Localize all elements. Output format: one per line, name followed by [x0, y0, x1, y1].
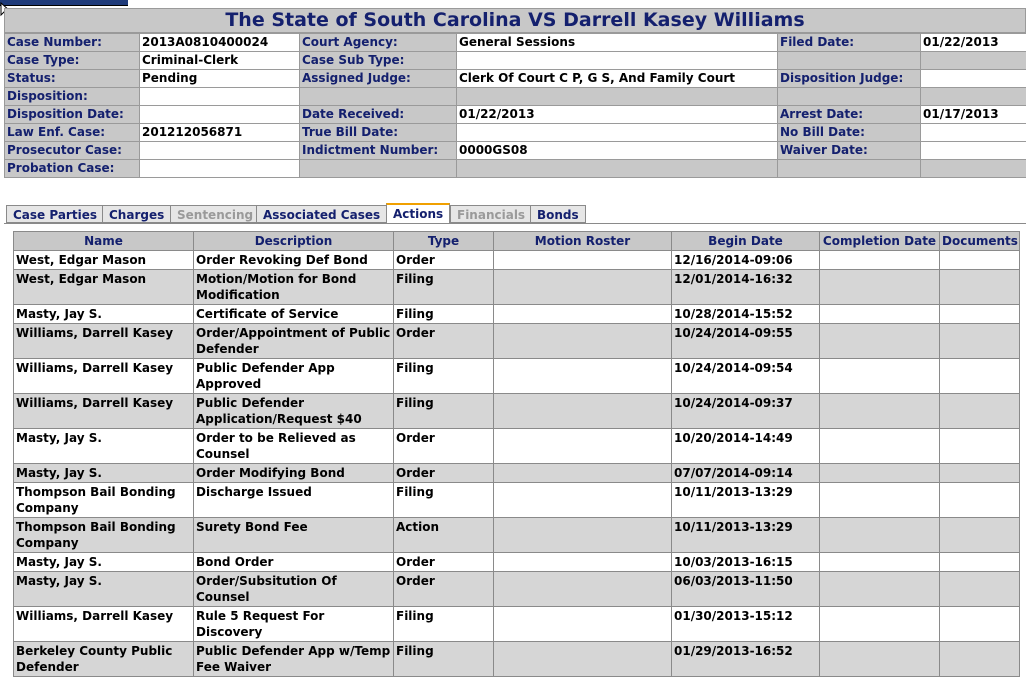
case-field-label: No Bill Date:: [778, 124, 921, 142]
case-field-value: Criminal-Clerk: [140, 52, 300, 70]
cell-action-type: Order: [394, 429, 494, 464]
cell-action-type: Filing: [394, 270, 494, 305]
cell-action-type: Filing: [394, 483, 494, 518]
cell-action-description: Certificate of Service: [194, 305, 394, 324]
cell-action-type: Filing: [394, 607, 494, 642]
cell-action-type: Action: [394, 518, 494, 553]
cell-action-description: Surety Bond Fee: [194, 518, 394, 553]
case-field-label: Status:: [5, 70, 140, 88]
cell-action-name: Thompson Bail Bonding Company: [14, 518, 194, 553]
cell-motion-roster: [494, 324, 672, 359]
table-row[interactable]: [14, 607, 1020, 642]
case-field-label: Prosecutor Case:: [5, 142, 140, 160]
case-field-label: Waiver Date:: [778, 142, 921, 160]
case-field-value: 0000GS08: [457, 142, 778, 160]
cell-action-description: Bond Order: [194, 553, 394, 572]
case-field-value: General Sessions: [457, 34, 778, 52]
column-header-begin-date[interactable]: Begin Date: [672, 232, 820, 251]
cell-begin-date: 10/24/2014-09:55: [672, 324, 820, 359]
cell-action-description: Order to be Relieved as Counsel: [194, 429, 394, 464]
case-info-row: [5, 88, 1026, 106]
case-field-label: [778, 160, 921, 178]
case-field-value: Clerk Of Court C P, G S, And Family Court: [457, 70, 778, 88]
cell-begin-date: 10/11/2013-13:29: [672, 483, 820, 518]
cell-action-name: Williams, Darrell Kasey: [14, 607, 194, 642]
case-info-row: [5, 52, 1026, 70]
cell-completion-date: [820, 642, 940, 677]
cell-documents: [940, 270, 1020, 305]
cell-action-description: Rule 5 Request For Discovery: [194, 607, 394, 642]
table-row[interactable]: [14, 642, 1020, 677]
case-field-value: 201212056871: [140, 124, 300, 142]
case-title: The State of South Carolina VS Darrell Kasey Williams: [4, 8, 1026, 33]
cell-begin-date: 10/03/2013-16:15: [672, 553, 820, 572]
column-header-name[interactable]: Name: [14, 232, 194, 251]
case-info-row: [5, 160, 1026, 178]
cell-action-description: Order/Subsitution Of Counsel: [194, 572, 394, 607]
cell-action-type: Filing: [394, 359, 494, 394]
cell-completion-date: [820, 270, 940, 305]
case-field-label: Date Received:: [300, 106, 457, 124]
cell-documents: [940, 464, 1020, 483]
cell-documents: [940, 324, 1020, 359]
cell-begin-date: 07/07/2014-09:14: [672, 464, 820, 483]
table-row[interactable]: [14, 270, 1020, 305]
table-row[interactable]: [14, 251, 1020, 270]
cell-motion-roster: [494, 305, 672, 324]
cell-motion-roster: [494, 359, 672, 394]
case-field-label: Disposition:: [5, 88, 140, 106]
cell-documents: [940, 483, 1020, 518]
case-field-value: [921, 70, 1026, 88]
column-header-completion-date[interactable]: Completion Date: [820, 232, 940, 251]
table-row[interactable]: [14, 518, 1020, 553]
cell-action-type: Order: [394, 251, 494, 270]
case-field-value: 01/17/2013: [921, 106, 1026, 124]
case-field-value: [457, 160, 778, 178]
cell-completion-date: [820, 394, 940, 429]
tab-associated-cases[interactable]: Associated Cases: [256, 205, 387, 223]
cell-motion-roster: [494, 572, 672, 607]
tab-financials: Financials: [450, 205, 532, 223]
column-header-motion-roster[interactable]: Motion Roster: [494, 232, 672, 251]
cell-motion-roster: [494, 270, 672, 305]
cell-completion-date: [820, 305, 940, 324]
table-row[interactable]: [14, 305, 1020, 324]
case-field-value: 01/22/2013: [457, 106, 778, 124]
case-field-value: [921, 52, 1026, 70]
case-field-label: Indictment Number:: [300, 142, 457, 160]
table-row[interactable]: [14, 572, 1020, 607]
cell-completion-date: [820, 572, 940, 607]
cell-begin-date: 10/24/2014-09:37: [672, 394, 820, 429]
case-info-row: [5, 70, 1026, 88]
cell-action-type: Filing: [394, 394, 494, 429]
cell-begin-date: 12/01/2014-16:32: [672, 270, 820, 305]
cell-action-description: Order Modifying Bond: [194, 464, 394, 483]
case-field-label: [778, 52, 921, 70]
case-field-label: Disposition Date:: [5, 106, 140, 124]
cell-completion-date: [820, 607, 940, 642]
cell-motion-roster: [494, 394, 672, 429]
cell-begin-date: 01/29/2013-16:52: [672, 642, 820, 677]
cell-action-name: Masty, Jay S.: [14, 429, 194, 464]
case-field-label: [300, 88, 457, 106]
case-info-row: [5, 34, 1026, 52]
case-field-label: Court Agency:: [300, 34, 457, 52]
case-field-label: Case Type:: [5, 52, 140, 70]
table-row[interactable]: [14, 324, 1020, 359]
cell-action-type: Order: [394, 572, 494, 607]
tab-bonds[interactable]: Bonds: [530, 205, 586, 223]
cell-begin-date: 10/24/2014-09:54: [672, 359, 820, 394]
cell-begin-date: 01/30/2013-15:12: [672, 607, 820, 642]
case-info-row: [5, 106, 1026, 124]
cell-action-name: Williams, Darrell Kasey: [14, 324, 194, 359]
cell-completion-date: [820, 483, 940, 518]
cell-documents: [940, 518, 1020, 553]
cell-documents: [940, 607, 1020, 642]
cell-action-description: Public Defender App Approved: [194, 359, 394, 394]
cell-action-description: Order/Appointment of Public Defender: [194, 324, 394, 359]
cell-motion-roster: [494, 429, 672, 464]
column-header-documents[interactable]: Documents: [940, 232, 1020, 251]
column-header-type[interactable]: Type: [394, 232, 494, 251]
cell-documents: [940, 359, 1020, 394]
table-row[interactable]: [14, 464, 1020, 483]
cell-action-type: Order: [394, 553, 494, 572]
case-field-value: [457, 52, 778, 70]
table-row[interactable]: [14, 553, 1020, 572]
case-field-value: [140, 106, 300, 124]
case-field-value: [921, 142, 1026, 160]
cell-documents: [940, 642, 1020, 677]
cell-action-type: Filing: [394, 305, 494, 324]
cell-begin-date: 10/20/2014-14:49: [672, 429, 820, 464]
cell-documents: [940, 394, 1020, 429]
cell-completion-date: [820, 464, 940, 483]
cell-action-description: Motion/Motion for Bond Modification: [194, 270, 394, 305]
cell-motion-roster: [494, 518, 672, 553]
cell-action-name: Williams, Darrell Kasey: [14, 394, 194, 429]
cell-begin-date: 10/28/2014-15:52: [672, 305, 820, 324]
cell-action-name: Masty, Jay S.: [14, 464, 194, 483]
cell-begin-date: 10/11/2013-13:29: [672, 518, 820, 553]
tab-case-parties[interactable]: Case Parties: [6, 205, 104, 223]
cell-action-name: Berkeley County Public Defender: [14, 642, 194, 677]
cell-action-description: Public Defender Application/Request $40: [194, 394, 394, 429]
cell-completion-date: [820, 324, 940, 359]
cell-motion-roster: [494, 483, 672, 518]
cell-action-name: Masty, Jay S.: [14, 305, 194, 324]
cell-action-type: Order: [394, 464, 494, 483]
tab-actions[interactable]: Actions: [386, 203, 450, 224]
case-field-label: Case Number:: [5, 34, 140, 52]
cell-action-name: Williams, Darrell Kasey: [14, 359, 194, 394]
case-field-value: [457, 124, 778, 142]
case-field-value: Pending: [140, 70, 300, 88]
case-field-label: [300, 160, 457, 178]
cell-begin-date: 12/16/2014-09:06: [672, 251, 820, 270]
cell-documents: [940, 572, 1020, 607]
top-bar: [0, 0, 128, 6]
case-field-value: [921, 88, 1026, 106]
case-details-table: [4, 33, 1026, 178]
cell-completion-date: [820, 359, 940, 394]
column-header-description[interactable]: Description: [194, 232, 394, 251]
case-field-label: [778, 88, 921, 106]
cell-documents: [940, 305, 1020, 324]
actions-table: [13, 231, 1020, 677]
cell-action-description: Order Revoking Def Bond: [194, 251, 394, 270]
case-field-value: [921, 160, 1026, 178]
cell-completion-date: [820, 429, 940, 464]
tab-sentencing: Sentencing: [170, 205, 260, 223]
tab-charges[interactable]: Charges: [102, 205, 171, 223]
cell-begin-date: 06/03/2013-11:50: [672, 572, 820, 607]
cell-action-type: Order: [394, 324, 494, 359]
cell-action-name: West, Edgar Mason: [14, 251, 194, 270]
cell-action-name: Masty, Jay S.: [14, 572, 194, 607]
table-row[interactable]: [14, 359, 1020, 394]
cell-action-description: Discharge Issued: [194, 483, 394, 518]
cell-documents: [940, 553, 1020, 572]
cell-motion-roster: [494, 251, 672, 270]
table-row[interactable]: [14, 483, 1020, 518]
cell-action-name: West, Edgar Mason: [14, 270, 194, 305]
case-field-value: [921, 124, 1026, 142]
cell-action-description: Public Defender App w/Temp Fee Waiver: [194, 642, 394, 677]
case-field-label: Assigned Judge:: [300, 70, 457, 88]
case-info-row: [5, 124, 1026, 142]
case-field-value: [140, 88, 300, 106]
cell-completion-date: [820, 518, 940, 553]
cell-action-name: Masty, Jay S.: [14, 553, 194, 572]
cell-motion-roster: [494, 607, 672, 642]
case-summary: [4, 8, 1026, 178]
cell-action-name: Thompson Bail Bonding Company: [14, 483, 194, 518]
case-field-label: Filed Date:: [778, 34, 921, 52]
cell-motion-roster: [494, 464, 672, 483]
cell-documents: [940, 251, 1020, 270]
case-field-value: 2013A0810400024: [140, 34, 300, 52]
case-field-label: Disposition Judge:: [778, 70, 921, 88]
cell-documents: [940, 429, 1020, 464]
cell-completion-date: [820, 553, 940, 572]
cell-motion-roster: [494, 642, 672, 677]
case-field-label: Case Sub Type:: [300, 52, 457, 70]
case-field-value: [457, 88, 778, 106]
table-row[interactable]: [14, 394, 1020, 429]
case-field-value: [140, 160, 300, 178]
case-field-value: [140, 142, 300, 160]
case-field-label: Probation Case:: [5, 160, 140, 178]
case-field-label: Arrest Date:: [778, 106, 921, 124]
cell-motion-roster: [494, 553, 672, 572]
case-info-row: [5, 142, 1026, 160]
case-field-label: Law Enf. Case:: [5, 124, 140, 142]
case-field-label: True Bill Date:: [300, 124, 457, 142]
cell-completion-date: [820, 251, 940, 270]
table-row[interactable]: [14, 429, 1020, 464]
tab-panel-border: [4, 223, 1026, 224]
cell-action-type: Filing: [394, 642, 494, 677]
case-field-value: 01/22/2013: [921, 34, 1026, 52]
